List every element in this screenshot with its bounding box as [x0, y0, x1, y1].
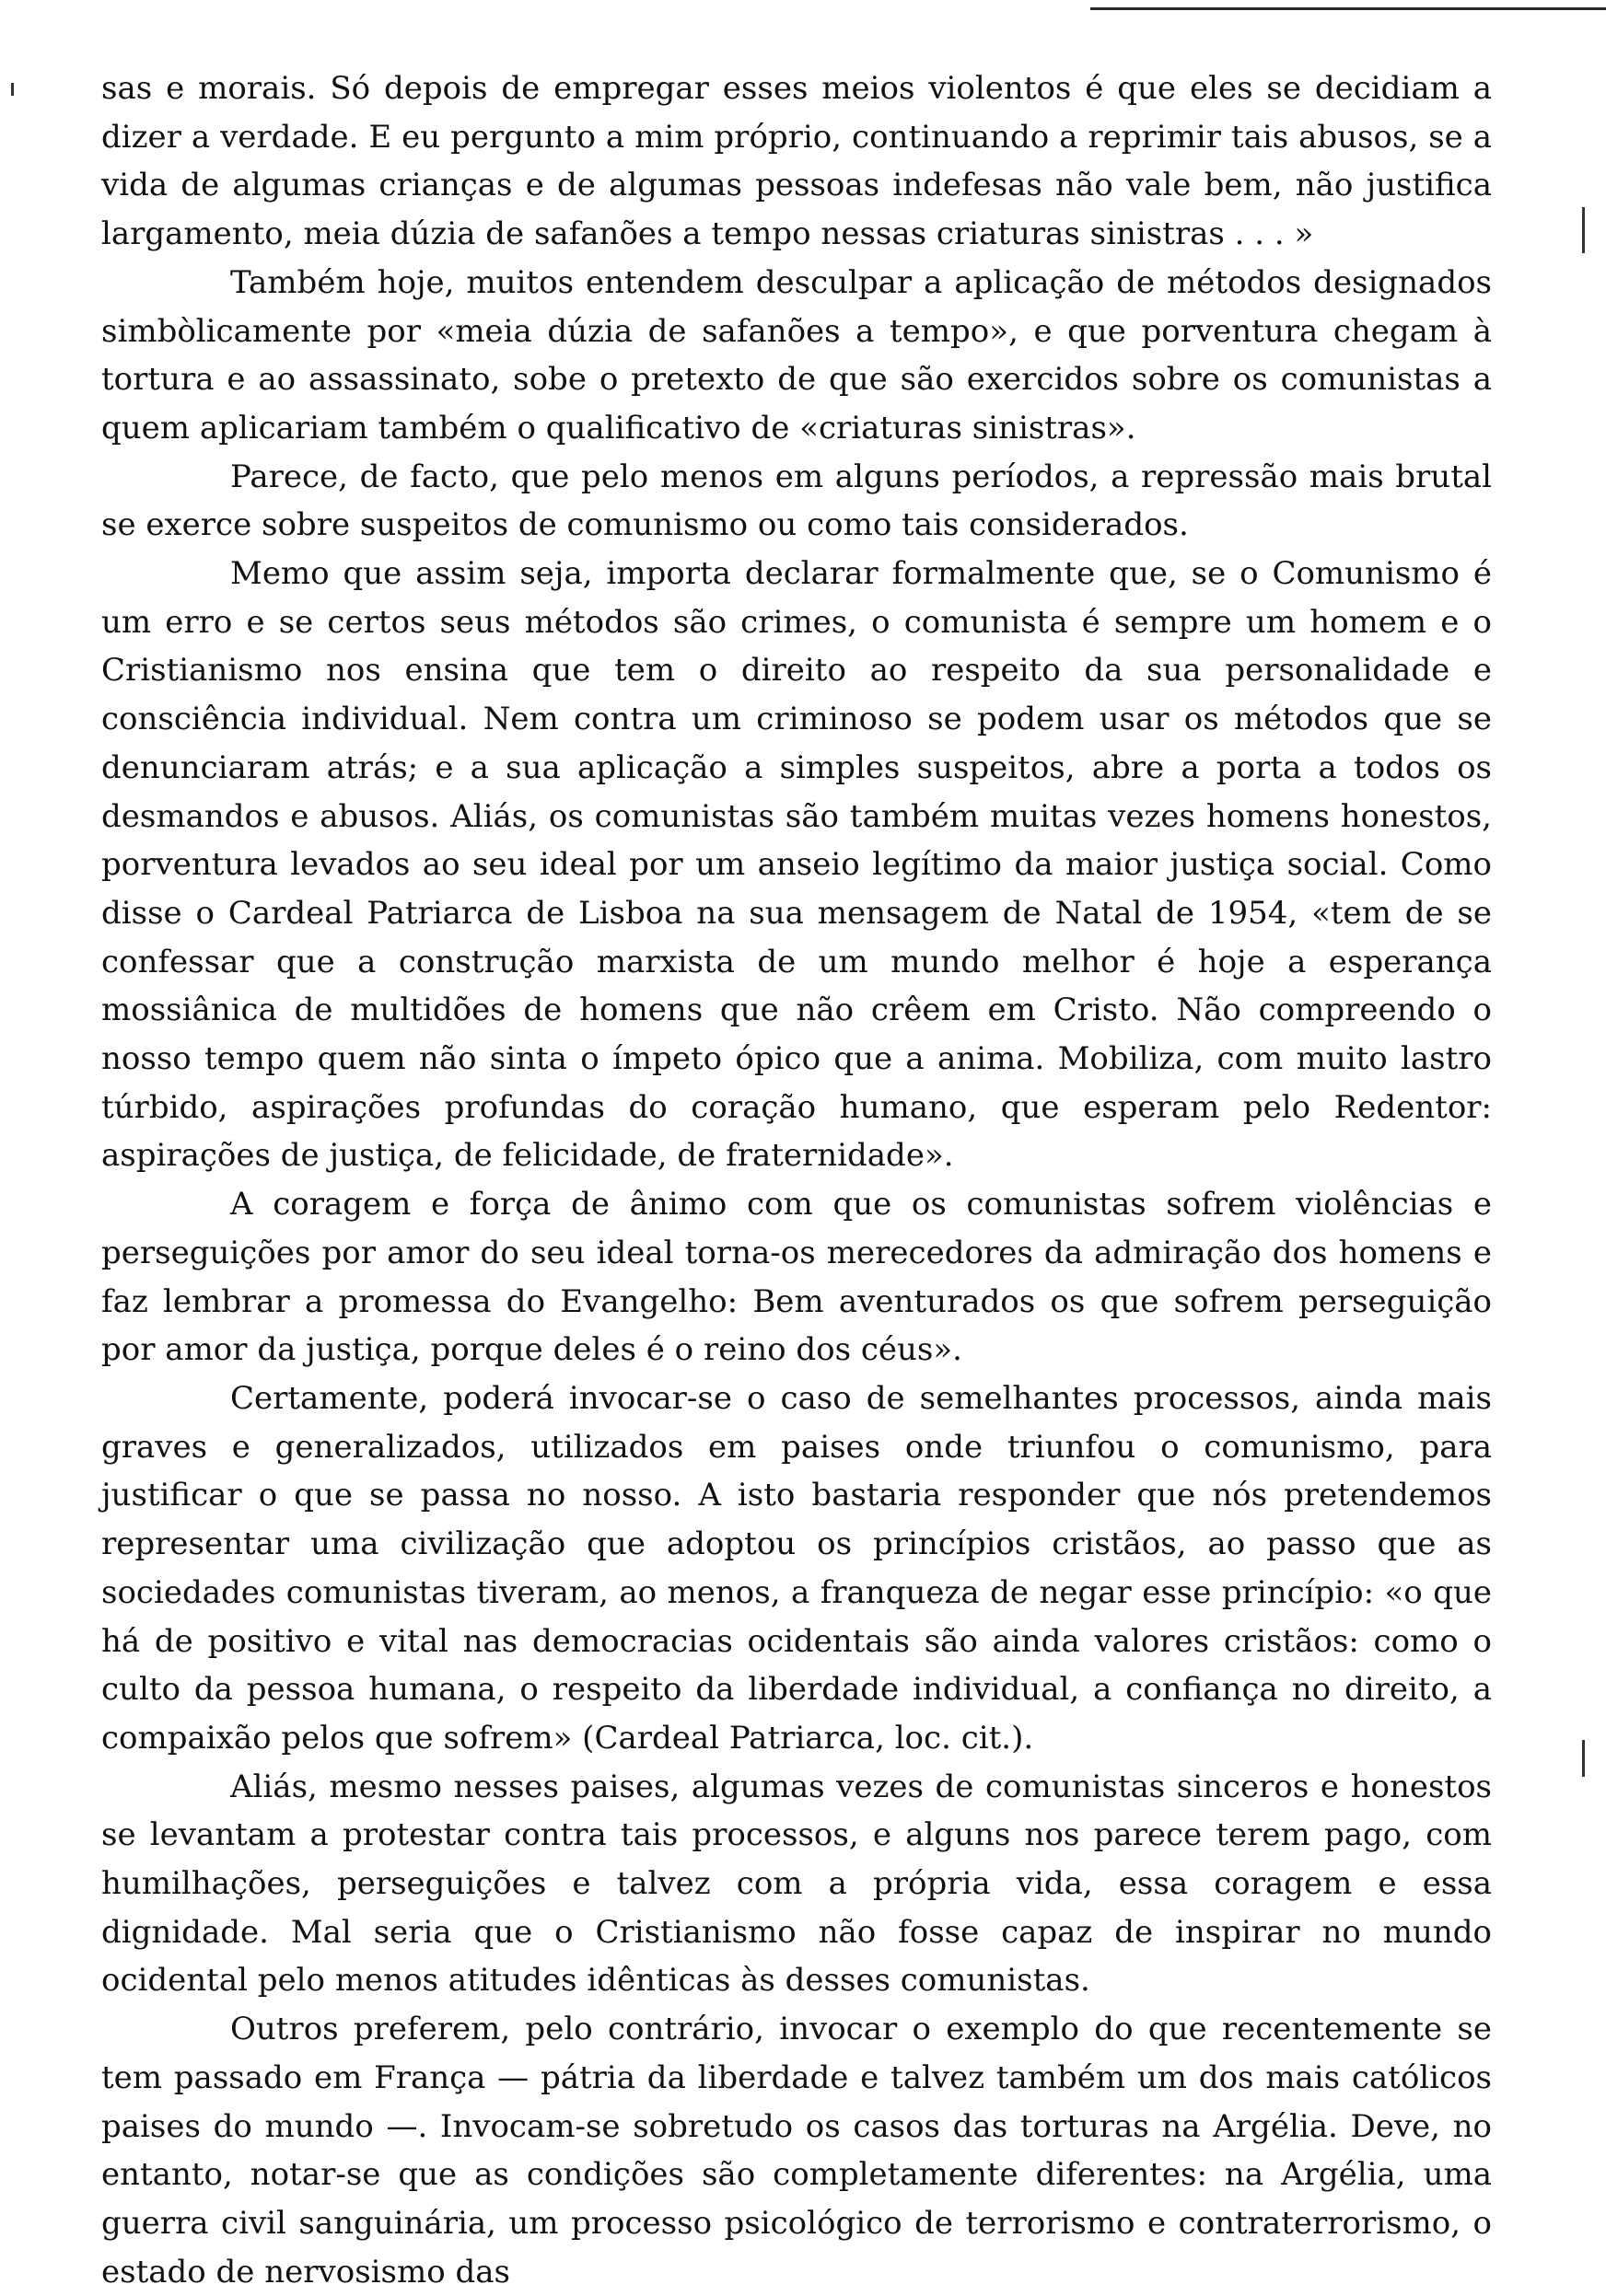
paragraph-7: Aliás, mesmo nesses paises, algumas vezes de comunistas sinceros e honestos se levantam a protestar contra tais processos, e alguns nos parece terem pago, com humilhações, perseguições e talvez com a própria vida, essa coragem e essa dignidade. Mal seria que o Cristianismo não fosse capaz de inspirar no mundo ocidental pelo menos atitudes idênticas às desses comunistas.	[101, 1768, 1492, 2000]
document-page	[101, 64, 1492, 2296]
margin-mark-right-2	[1582, 1740, 1585, 1777]
paragraph-4: Memo que assim seja, importa declarar formalmente que, se o Comunismo é um erro e se certos seus métodos são crimes, o comunista é sempre um homem e o Cristianismo nos ensina que tem o direito ao respeito da sua personalidade e consciência individual. Nem contra um criminoso se podem usar os métodos que se denunciaram atrás; e a sua aplicação a simples suspeitos, abre a porta a todos os desmandos e abusos. Aliás, os comunistas são também muitas vezes homens honestos, porventura levados ao seu ideal por um anseio legítimo da maior justiça social. Como disse o Cardeal Patriarca de Lisboa na sua mensagem de Natal de 1954, «tem de se confessar que a construção marxista de um mundo melhor é hoje a esperança mossiânica de multidões de homens que não crêem em Cristo. Não compreendo o nosso tempo quem não sinta o ímpeto ópico que a anima. Mobiliza, com muito lastro túrbido, aspirações profundas do coração humano, que esperam pelo Redentor: aspirações de justiça, de felicidade, de fraternidade».	[101, 555, 1492, 1175]
paragraph-2: Também hoje, muitos entendem desculpar a aplicação de métodos designados simbòlicamente por «meia dúzia de safanões a tempo», e que porventura chegam à tortura e ao assassinato, sobe o pretexto de que são exercidos sobre os comunistas a quem aplicariam também o qualificativo de «criaturas sinistras».	[101, 263, 1492, 446]
top-rule	[1090, 7, 1606, 10]
paragraph-3: Parece, de facto, que pelo menos em alguns períodos, a repressão mais brutal se exerce sobre suspeitos de comunismo ou como tais considerados.	[101, 458, 1492, 544]
margin-mark-left	[11, 83, 14, 96]
paragraph-1: sas e morais. Só depois de empregar esses meios violentos é que eles se decidiam a dizer a verdade. E eu pergunto a mim próprio, continuando a reprimir tais abusos, se a vida de algumas crianças e de algumas pessoas indefesas não vale bem, não justifica largamento, meia dúzia de safanões a tempo nessas criaturas sinistras . . . »	[101, 70, 1492, 253]
margin-mark-right-1	[1582, 207, 1585, 253]
paragraph-8: Outros preferem, pelo contrário, invocar o exemplo do que recentemente se tem passado em França — pátria da liberdade e talvez também um dos mais católicos paises do mundo —. Invocam-se sobretudo os casos das torturas na Argélia. Deve, no entanto, notar-se que as condições são completamente diferentes: na Argélia, uma guerra civil sanguinária, um processo psicológico de terrorismo e contraterrorismo, o estado de nervosismo das	[101, 2011, 1492, 2290]
paragraph-6: Certamente, poderá invocar-se o caso de semelhantes processos, ainda mais graves e generalizados, utilizados em paises onde triunfou o comunismo, para justificar o que se passa no nosso. A isto bastaria responder que nós pretendemos representar uma civilização que adoptou os princípios cristãos, ao passo que as sociedades comunistas tiveram, ao menos, a franqueza de negar esse princípio: «o que há de positivo e vital nas democracias ocidentais são ainda valores cristãos: como o culto da pessoa humana, o respeito da liberdade individual, a confiança no direito, a compaixão pelos que sofrem» (Cardeal Patriarca, loc. cit.).	[101, 1379, 1492, 1757]
paragraph-5: A coragem e força de ânimo com que os comunistas sofrem violências e perseguições por amor do seu ideal torna-os merecedores da admiração dos homens e faz lembrar a promessa do Evangelho: Bem aventurados os que sofrem perseguição por amor da justiça, porque deles é o reino dos céus».	[101, 1186, 1492, 1369]
